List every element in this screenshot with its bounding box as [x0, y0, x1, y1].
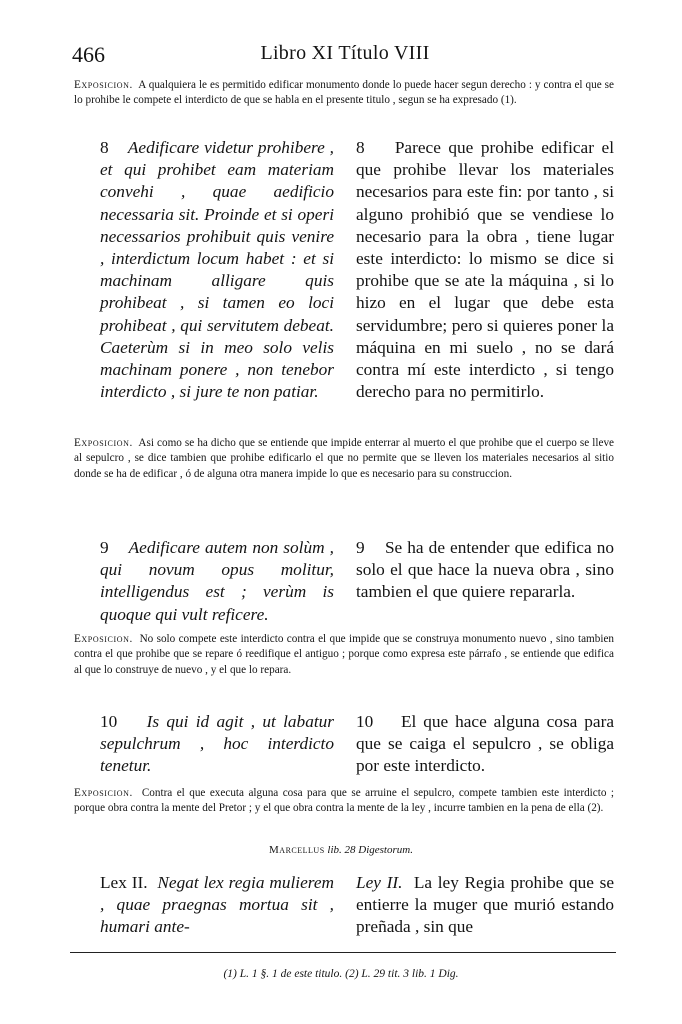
source-author: Marcellus — [269, 844, 325, 856]
spanish-paragraph — [356, 711, 614, 778]
page-header — [72, 42, 618, 72]
source-attribution — [0, 844, 682, 856]
latin-paragraph-number: 10 — [100, 712, 118, 731]
latin-lex-label: Lex II. — [100, 873, 148, 892]
latin-paragraph-text: Is qui id agit , ut labatur sepulchrum , hoc interdicto tenetur. — [100, 712, 335, 776]
exposition-lead: Exposicion. — [74, 633, 133, 645]
spanish-paragraph-text: Parece que prohibe edificar el que prohibe llevar los materiales necesarios para este fin: por tanto , si alguno prohibió que se vendiese lo necesario para la obra , tiene lugar este interdicto: lo mismo se dice si prohibe que se ate la máquina , si lo hizo en el lugar que debe esta servidumbre; pero si quieres poner la máquina en mi suelo , no se dará contra mí este interdicto , si tengo derecho para no permitirlo. — [356, 138, 614, 402]
exposition-lead: Exposicion. — [74, 79, 133, 91]
spanish-paragraph-number: 8 — [356, 138, 365, 157]
latin-paragraph — [100, 711, 334, 778]
spanish-paragraph — [356, 137, 614, 403]
spanish-paragraph — [356, 537, 614, 604]
running-title: Libro XI Título VIII — [260, 42, 430, 64]
spanish-lex-label: Ley II. — [356, 873, 403, 892]
exposition-paragraph — [74, 632, 614, 678]
latin-paragraph-number: 9 — [100, 538, 109, 557]
exposition-text: No solo compete este interdicto contra el que impide que se construya monumento nuevo , sino tambien contra el que prohibe que se repare ó reedifique el antiguo ; porque como expresa este párrafo , se entiende que edifica al que lo construye de nuevo , y el que lo repara. — [74, 633, 615, 676]
latin-paragraph-text: Negat lex regia mulierem , quae praegnas mortua sit , humari ante- — [100, 873, 334, 937]
exposition-lead: Exposicion. — [74, 437, 133, 449]
spanish-paragraph-text: La ley Regia prohibe que se entierre la muger que murió estando preñada , sin que — [356, 873, 614, 937]
latin-paragraph — [100, 137, 334, 403]
latin-paragraph — [100, 537, 334, 626]
exposition-lead: Exposicion. — [74, 787, 133, 799]
footnote-divider — [70, 952, 616, 953]
latin-paragraph-number: 8 — [100, 138, 109, 157]
exposition-text: Contra el que executa alguna cosa para que se arruine el sepulcro, compete tambien este interdicto ; porque obra contra la mente del Pretor ; y el que obra contra la mente de la ley , incurre tambien en la pena de ella (2). — [74, 787, 615, 815]
exposition-text: Asi como se ha dicho que se entiende que impide enterrar al muerto el que prohibe que el cuerpo se lleve al sepulcro , se dice tambien que prohibe edificarlo el que no permite que se lleven los materiales necesarios al sitio donde se ha de edificar , ó de alguna otra manera impide lo que es necesario para su construccion. — [74, 437, 615, 480]
source-work: lib. 28 Digestorum. — [327, 844, 413, 856]
spanish-paragraph-number: 10 — [356, 712, 374, 731]
exposition-text: A qualquiera le es permitido edificar monumento donde lo puede hacer segun derecho : y contra el que se lo prohibe le compete el interdicto de que se habla en el presente titulo , segun se ha expresado (1). — [74, 79, 614, 107]
latin-paragraph-text: Aedificare videtur prohibere , et qui prohibet eam materiam convehi , quae aedificio necessaria sit. Proinde et si operi necessarios prohibuit quis venire , interdictum locum habet : et si machinam alligare quis prohibeat , si tamen eo loci prohibeat , qui servitutem debeat. Caeterùm si in meo solo velis machinam ponere , non tenebor interdicto , si jure te non patiar. — [100, 138, 334, 402]
latin-paragraph — [100, 872, 334, 939]
spanish-paragraph-text: El que hace alguna cosa para que se caiga el sepulcro , se obliga por este interdicto. — [356, 712, 614, 776]
exposition-paragraph — [74, 78, 614, 109]
spanish-paragraph-text: Se ha de entender que edifica no solo el que hace la nueva obra , sino tambien el que quiere repararla. — [356, 538, 615, 602]
spanish-paragraph-number: 9 — [356, 538, 365, 557]
latin-paragraph-text: Aedificare autem non solùm , qui novum opus molitur, intelligendus est ; verùm is quoque qui vult reficere. — [100, 538, 334, 624]
exposition-paragraph — [74, 786, 614, 817]
exposition-paragraph — [74, 436, 614, 482]
page-number: 466 — [72, 42, 105, 67]
footnotes: (1) L. 1 §. 1 de este titulo. (2) L. 29 tit. 3 lib. 1 Dig. — [223, 968, 459, 980]
spanish-paragraph — [356, 872, 614, 939]
